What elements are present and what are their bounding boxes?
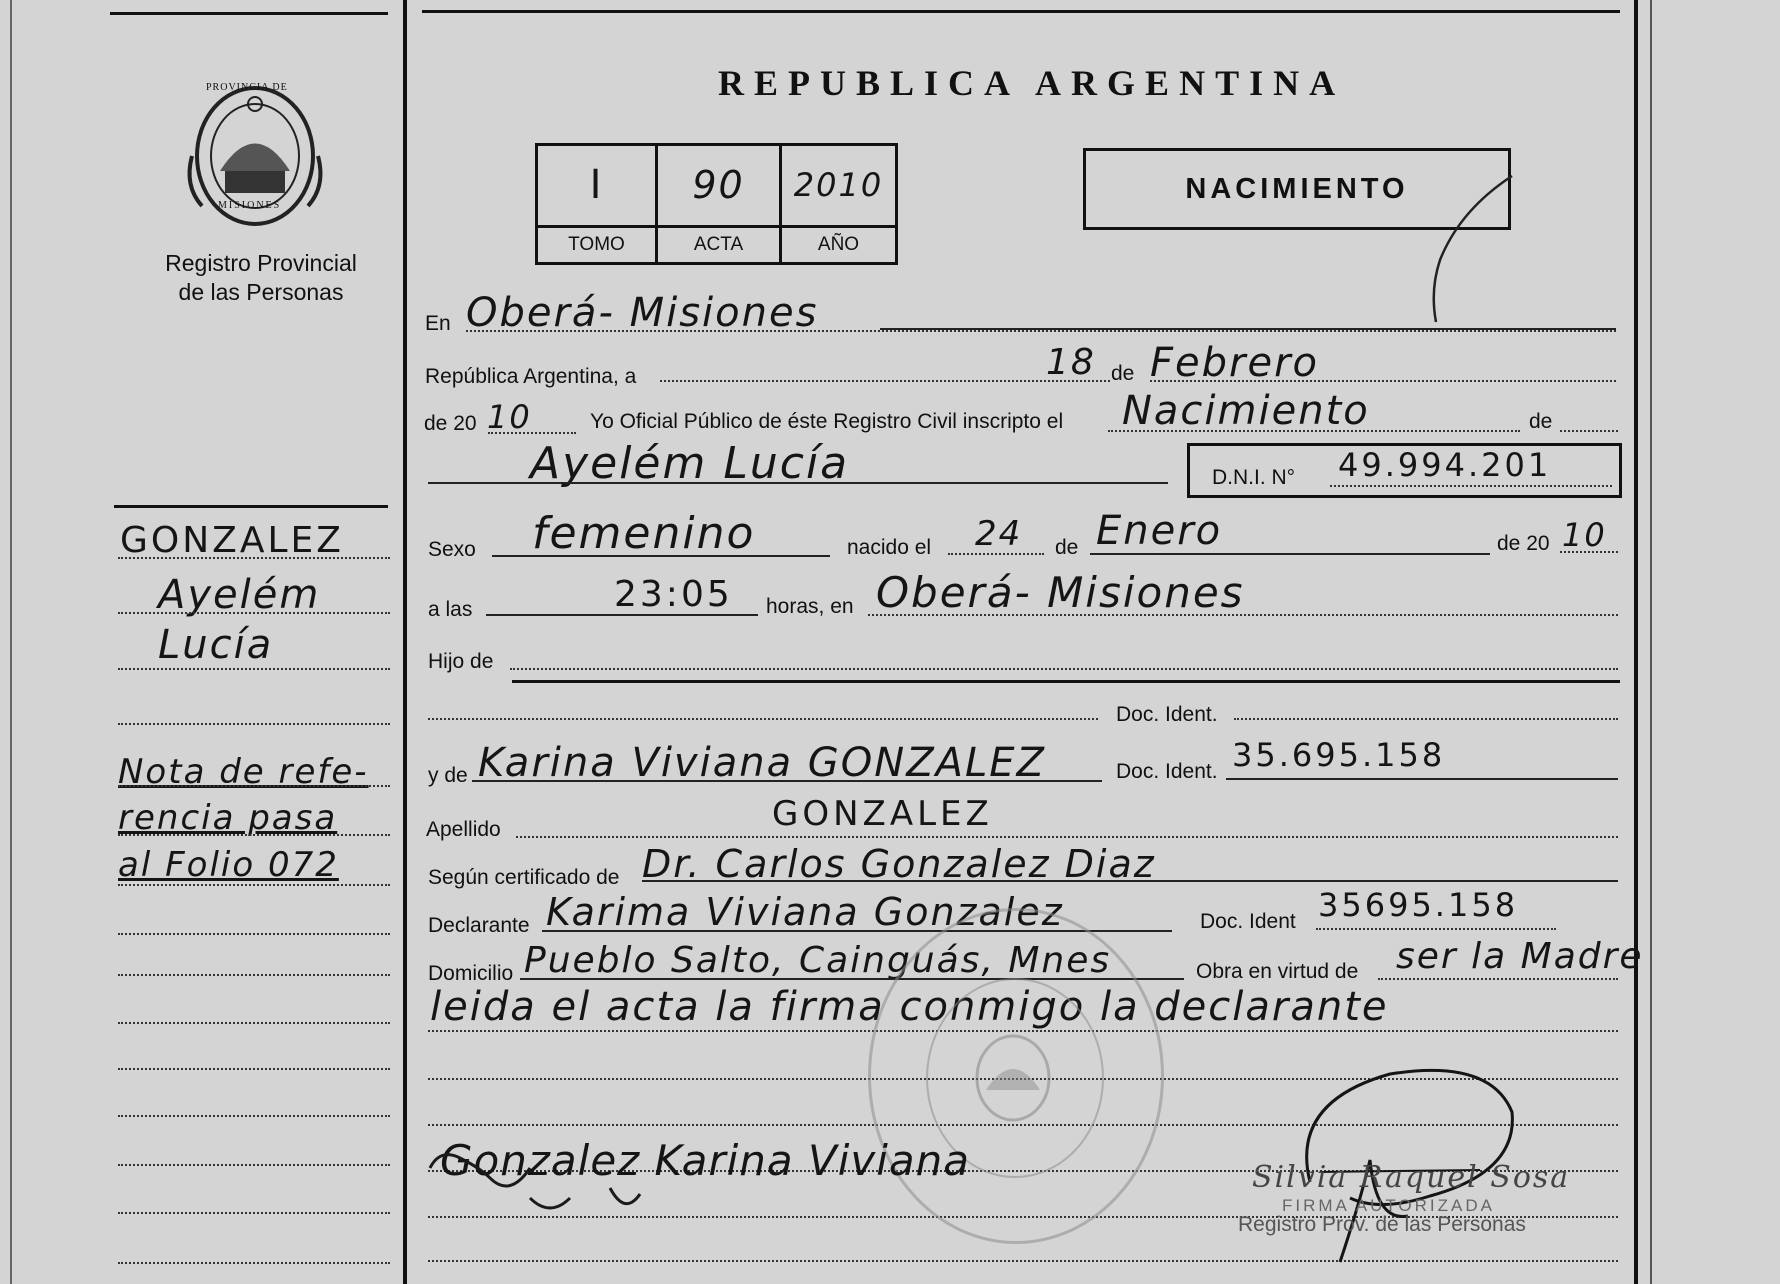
line-hijo-de <box>510 668 1618 670</box>
label-declarante: Declarante <box>428 914 530 937</box>
line-child-name <box>428 482 1168 484</box>
declarant-signature: Gonzalez Karina Viviana <box>440 1136 970 1185</box>
label-republica-a: República Argentina, a <box>425 365 637 388</box>
label-segun-certificado: Según certificado de <box>428 866 620 889</box>
label-a-las: a las <box>428 598 473 621</box>
official-title: FIRMA AUTORIZADA <box>1282 1196 1495 1215</box>
mother-name-value: Karina Viviana GONZALEZ <box>478 740 1046 786</box>
sex-value: femenino <box>532 508 756 559</box>
anio-value: 2010 <box>793 166 884 204</box>
line-dni <box>1330 485 1612 487</box>
margin-line <box>118 668 390 670</box>
margin-line <box>118 557 390 559</box>
line-father-doc <box>1234 718 1618 720</box>
line-time <box>486 614 758 616</box>
day-value: 18 <box>1046 342 1096 383</box>
birth-place-value: Oberá- Misiones <box>876 568 1245 617</box>
line-en-solid <box>880 328 1616 330</box>
margin-rule-main <box>114 505 388 508</box>
line-apellido <box>516 836 1618 838</box>
label-de-child: de <box>1529 410 1553 433</box>
margin-given-name-2: Lucía <box>158 622 274 668</box>
label-doc-ident-1: Doc. Ident. <box>1116 703 1218 726</box>
margin-line <box>118 974 390 976</box>
margin-note-3: al Folio 072 <box>118 845 339 885</box>
margin-line <box>118 1212 390 1214</box>
margin-line <box>118 723 390 725</box>
label-obra-en-virtud: Obra en virtud de <box>1196 960 1359 983</box>
line-birth-day <box>948 553 1044 555</box>
margin-line <box>118 1262 390 1264</box>
acta-label: ACTA <box>658 228 782 262</box>
label-doc-ident-2: Doc. Ident. <box>1116 760 1218 783</box>
agency-name-line1: Registro Provincial <box>165 250 357 276</box>
margin-line <box>118 1164 390 1166</box>
margin-line <box>118 1115 390 1117</box>
emblem-text-bottom: MISIONES <box>218 200 282 211</box>
line-father-name <box>428 718 1098 720</box>
document-type-label: NACIMIENTO <box>1185 173 1409 205</box>
label-sexo: Sexo <box>428 538 476 561</box>
label-de-20: de 20 <box>424 412 477 435</box>
line-mother-doc <box>1226 778 1618 780</box>
label-domicilio: Domicilio <box>428 962 514 985</box>
emblem-text-top: PROVINCIA DE <box>206 82 288 93</box>
agency-name-line2: de las Personas <box>178 279 344 305</box>
margin-line <box>118 834 390 836</box>
birth-day-value: 24 <box>975 514 1023 554</box>
dni-number-value: 49.994.201 <box>1338 446 1552 484</box>
act-type-value: Nacimiento <box>1122 388 1370 434</box>
margin-line <box>118 785 390 787</box>
child-name-value: Ayelém Lucía <box>530 438 850 489</box>
declarant-signature-flourish <box>420 1128 1020 1218</box>
place-value: Oberá- Misiones <box>466 290 819 336</box>
line-birth-place <box>868 614 1618 616</box>
line-en <box>466 330 1616 332</box>
by-virtue-value: ser la Madre <box>1396 936 1644 977</box>
pen-stroke-mark <box>1420 170 1520 330</box>
label-en: En <box>425 312 451 335</box>
line-birth-year <box>1560 551 1618 553</box>
margin-line <box>118 933 390 935</box>
certificate-by-value: Dr. Carlos Gonzalez Diaz <box>642 842 1156 886</box>
line-year <box>488 432 576 434</box>
label-y-de: y de <box>428 764 468 787</box>
declarant-value: Karima Viviana Gonzalez <box>546 890 1064 934</box>
line-de-end <box>1560 430 1618 432</box>
column-divider <box>403 0 407 1284</box>
month-value: Febrero <box>1150 340 1319 386</box>
margin-line <box>118 1022 390 1024</box>
right-page-edge <box>1650 0 1652 1284</box>
line-declarant-doc <box>1316 928 1556 930</box>
line-month <box>1150 380 1616 382</box>
margin-top-rule <box>110 12 388 15</box>
margin-note-2: rencia pasa <box>118 798 338 838</box>
label-de-birth-month: de <box>1055 536 1079 559</box>
margin-surname: GONZALEZ <box>120 520 344 561</box>
dni-box <box>1187 443 1622 498</box>
right-border <box>1634 0 1638 1284</box>
year-suffix-value: 10 <box>487 398 532 436</box>
label-de-month: de <box>1111 362 1135 385</box>
birth-time-value: 23:05 <box>614 574 733 615</box>
official-office: Registro Prov. de las Personas <box>1238 1213 1526 1236</box>
label-horas-en: horas, en <box>766 595 854 618</box>
margin-note-1: Nota de refe- <box>118 752 369 792</box>
seal-emblem-icon <box>968 1030 1058 1125</box>
official-signer-name: Silvia Raquel Sosa <box>1252 1160 1571 1195</box>
label-apellido: Apellido <box>426 818 501 841</box>
margin-line <box>118 1068 390 1070</box>
reference-values-row <box>538 146 895 228</box>
acta-value: 90 <box>658 146 782 225</box>
surname-value: GONZALEZ <box>772 794 993 834</box>
label-de-20-birth: de 20 <box>1497 532 1550 555</box>
anio-label: AÑO <box>817 234 860 255</box>
reference-box <box>535 143 898 265</box>
declarant-doc-value: 35695.158 <box>1318 886 1519 924</box>
tomo-label: TOMO <box>538 228 658 262</box>
reading-note-value: leida el acta la firma conmigo la declarante <box>430 984 1389 1030</box>
label-yo-oficial: Yo Oficial Público de éste Registro Civil inscripto el <box>590 410 1064 433</box>
label-hijo-de: Hijo de <box>428 650 494 673</box>
line-hijo-de-strike <box>512 680 1620 683</box>
line-sexo <box>492 555 830 557</box>
label-nacido-el: nacido el <box>847 536 932 559</box>
line-date <box>660 380 1110 382</box>
label-doc-ident-3: Doc. Ident <box>1200 910 1296 933</box>
margin-line <box>118 612 390 614</box>
left-page-edge <box>10 0 12 1284</box>
margin-given-name-1: Ayelém <box>158 572 321 618</box>
birth-year-suffix-value: 10 <box>1562 516 1607 554</box>
label-dni: D.N.I. N° <box>1212 466 1296 489</box>
line-certificate <box>642 880 1618 882</box>
reference-labels-row <box>538 228 895 262</box>
line-birth-month <box>1090 553 1490 555</box>
margin-line <box>118 884 390 886</box>
mother-doc-value: 35.695.158 <box>1232 736 1446 774</box>
line-mother <box>472 780 1102 782</box>
birth-month-value: Enero <box>1096 508 1223 554</box>
tomo-value: I <box>538 146 658 225</box>
line-act-type <box>1108 430 1520 432</box>
main-top-rule <box>422 10 1620 13</box>
country-heading: REPUBLICA ARGENTINA <box>718 63 1346 103</box>
line-virtue <box>1378 978 1618 980</box>
address-value: Pueblo Salto, Cainguás, Mnes <box>524 940 1112 981</box>
